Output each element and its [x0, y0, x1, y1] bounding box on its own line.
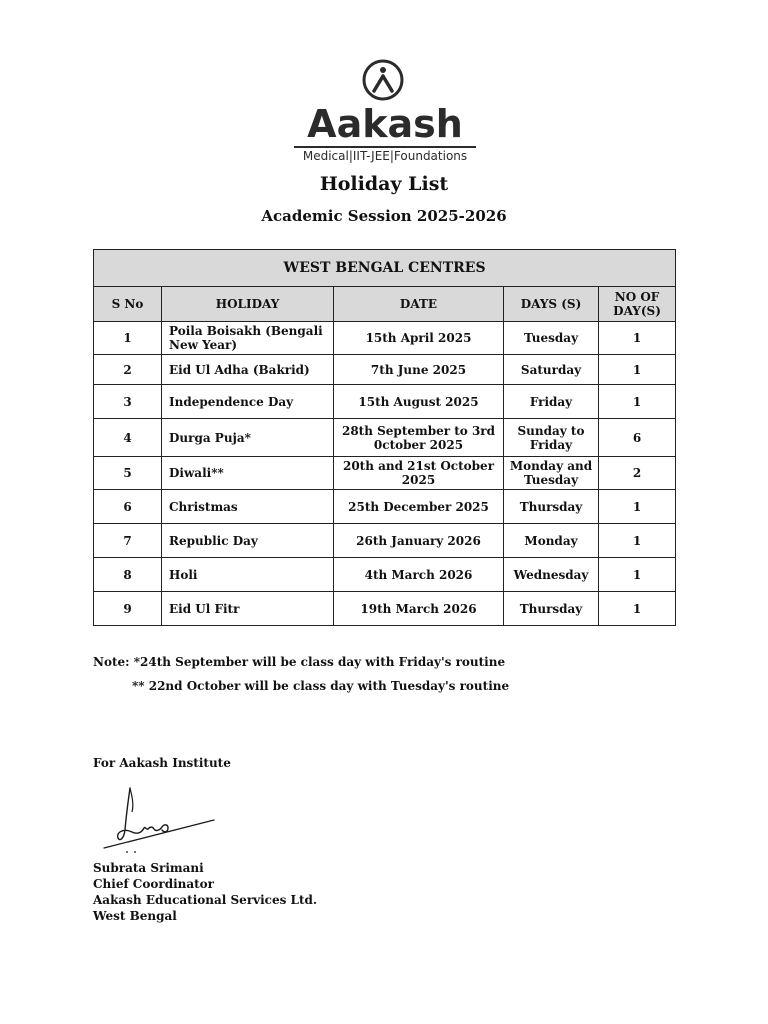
date-cell: 26th January 2026: [334, 524, 504, 558]
count-cell: 2: [599, 457, 676, 490]
signatory-block: [93, 860, 317, 924]
serial-cell: 4: [94, 419, 162, 457]
count-cell: 1: [599, 490, 676, 524]
column-header: DAYS (S): [504, 287, 599, 322]
table-region-row: [94, 250, 676, 287]
date-cell: 15th August 2025: [334, 385, 504, 419]
holiday-cell: Independence Day: [162, 385, 334, 419]
day-cell: Monday and Tuesday: [504, 457, 599, 490]
count-cell: 1: [599, 355, 676, 385]
holiday-cell: Christmas: [162, 490, 334, 524]
day-cell: Wednesday: [504, 558, 599, 592]
holiday-cell: Poila Boisakh (Bengali New Year): [162, 322, 334, 355]
count-cell: 1: [599, 558, 676, 592]
aakash-emblem-icon: [361, 58, 405, 102]
serial-cell: 9: [94, 592, 162, 626]
date-cell: 28th September to 3rd 0ctober 2025: [334, 419, 504, 457]
column-header: NO OF DAY(S): [599, 287, 676, 322]
holiday-cell: Durga Puja*: [162, 419, 334, 457]
day-cell: Friday: [504, 385, 599, 419]
table-header-row: [94, 287, 676, 322]
table-row: [94, 558, 676, 592]
count-cell: 6: [599, 419, 676, 457]
day-cell: Thursday: [504, 490, 599, 524]
date-cell: 20th and 21st October 2025: [334, 457, 504, 490]
table-row: [94, 457, 676, 490]
count-cell: 1: [599, 524, 676, 558]
serial-cell: 1: [94, 322, 162, 355]
logo-tagline: Medical|IIT-JEE|Foundations: [302, 149, 468, 163]
column-header: DATE: [334, 287, 504, 322]
table-row: [94, 322, 676, 355]
signatory-name: Subrata Srimani: [93, 861, 204, 875]
date-cell: 7th June 2025: [334, 355, 504, 385]
serial-cell: 3: [94, 385, 162, 419]
column-header: S No: [94, 287, 162, 322]
for-institute-line: For Aakash Institute: [93, 756, 231, 770]
note-line-2: ** 22nd October will be class day with Tuesday's routine: [132, 679, 510, 693]
serial-cell: 8: [94, 558, 162, 592]
page-title: Holiday List: [319, 173, 449, 195]
table-row: [94, 490, 676, 524]
date-cell: 25th December 2025: [334, 490, 504, 524]
date-cell: 19th March 2026: [334, 592, 504, 626]
aakash-logo: [290, 58, 480, 166]
holiday-table: [93, 249, 676, 626]
holiday-cell: Eid Ul Adha (Bakrid): [162, 355, 334, 385]
day-cell: Thursday: [504, 592, 599, 626]
serial-cell: 6: [94, 490, 162, 524]
table-row: [94, 419, 676, 457]
signatory-company: Aakash Educational Services Ltd.: [93, 893, 318, 907]
signature-image: [98, 782, 218, 856]
column-header: HOLIDAY: [162, 287, 334, 322]
holiday-cell: Republic Day: [162, 524, 334, 558]
day-cell: Sunday to Friday: [504, 419, 599, 457]
count-cell: 1: [599, 322, 676, 355]
count-cell: 1: [599, 385, 676, 419]
holiday-cell: Eid Ul Fitr: [162, 592, 334, 626]
region-heading: WEST BENGAL CENTRES: [94, 250, 676, 287]
day-cell: Tuesday: [504, 322, 599, 355]
table-row: [94, 355, 676, 385]
date-cell: 15th April 2025: [334, 322, 504, 355]
logo-wordmark: Aakash: [307, 102, 463, 146]
count-cell: 1: [599, 592, 676, 626]
serial-cell: 7: [94, 524, 162, 558]
day-cell: Monday: [504, 524, 599, 558]
holiday-cell: Diwali**: [162, 457, 334, 490]
serial-cell: 2: [94, 355, 162, 385]
signatory-designation: Chief Coordinator: [93, 877, 215, 891]
table-row: [94, 524, 676, 558]
day-cell: Saturday: [504, 355, 599, 385]
holiday-cell: Holi: [162, 558, 334, 592]
note-line-1: Note: *24th September will be class day with Friday's routine: [93, 655, 506, 669]
logo-divider: [294, 146, 476, 148]
date-cell: 4th March 2026: [334, 558, 504, 592]
page-subtitle: Academic Session 2025-2026: [261, 207, 507, 225]
table-row: [94, 592, 676, 626]
signatory-location: West Bengal: [93, 909, 177, 923]
table-row: [94, 385, 676, 419]
serial-cell: 5: [94, 457, 162, 490]
